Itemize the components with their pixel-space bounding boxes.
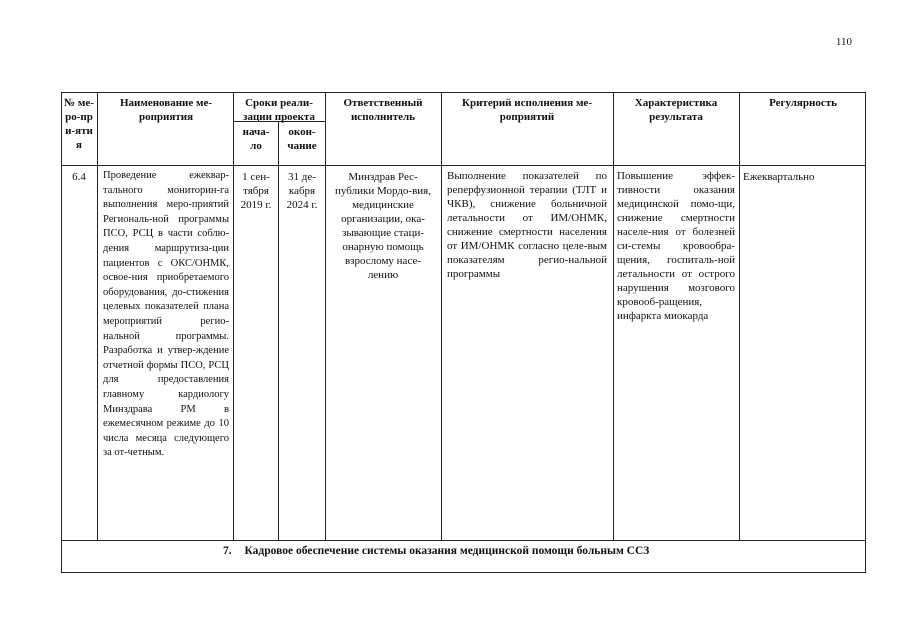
header-criterion: Критерий исполнения ме-роприятий bbox=[462, 97, 592, 123]
header-number: № ме-ро-при-ятия bbox=[64, 97, 94, 151]
row-start: 1 сен-тября 2019 г. bbox=[240, 171, 272, 211]
page-number: 110 bbox=[835, 36, 852, 48]
header-name: Наименование ме-роприятия bbox=[119, 97, 213, 123]
row-responsible: Минздрав Рес-публики Мордо-вия, медицинские организации, ока-зывающие стаци-онарную помощь взрослому насе-лению bbox=[335, 171, 431, 281]
row-regularity: Ежеквартально bbox=[743, 171, 815, 183]
header-responsible: Ответственный исполнитель bbox=[343, 97, 423, 123]
header-start: нача-ло bbox=[242, 126, 270, 152]
row-end: 31 де-кабря 2024 г. bbox=[286, 171, 318, 211]
header-terms: Сроки реали-зации проекта bbox=[243, 97, 315, 123]
row-number: 6.4 bbox=[72, 171, 86, 183]
row-result: Повышение эффек-тивности оказания медицинской помо-щи, снижение смертности населе-ния от болезней си-стемы кровообра-щения, госпиталь-ной летальности от острого нарушения мозгового кровооб-ращения, инфаркта миокарда bbox=[617, 170, 735, 322]
header-end: окон-чание bbox=[287, 126, 317, 152]
row-name: Проведение ежеквар-тального мониторин-га выполнения меро-приятий Региональ-ной программы ПСО, РСЦ в части соблю-дения маршрутиза-ции пациентов с ОКС/ОНМК, освое-ния приобретаемого оборудования, до-стижения целевых показателей плана мероприятий регио-нальной программы. Разработка и утвер-ждение отчетной формы ПСО, РСЦ для предоставления главному кардиологу Минздрава РМ в ежемесячном режиме до 10 числа месяца следующего за от-четным. bbox=[103, 170, 229, 459]
section-row bbox=[223, 544, 823, 558]
table bbox=[61, 92, 866, 573]
section-number: 7. bbox=[223, 545, 232, 557]
row-criterion: Выполнение показателей по реперфузионной терапии (ТЛТ и ЧКВ), снижение больничной летальности от ИМ/ОНМК, снижение смертности населения от ИМ/ОНМК согласно целе-вым показателям регио-нальной программы bbox=[447, 170, 607, 280]
header-result: Характеристика результата bbox=[634, 97, 718, 123]
section-title: Кадровое обеспечение системы оказания медицинской помощи больным ССЗ bbox=[244, 545, 650, 557]
header-regularity: Регулярность bbox=[769, 97, 837, 109]
